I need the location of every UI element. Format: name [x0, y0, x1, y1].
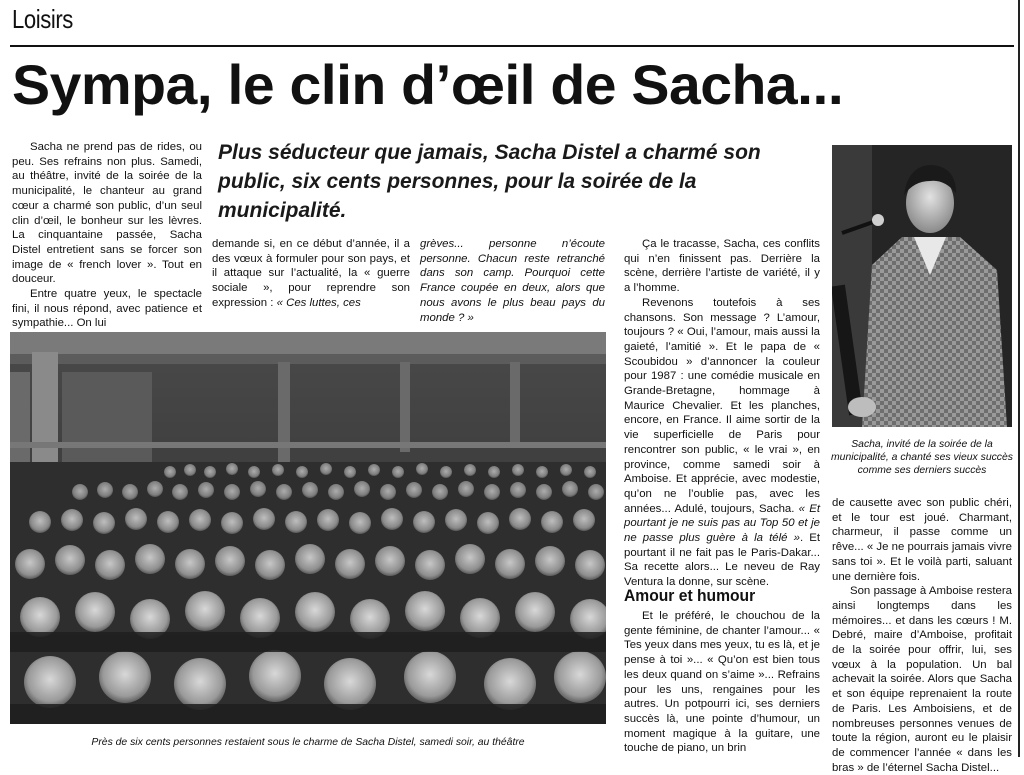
col4-paragraph-2	[624, 296, 820, 590]
col4-paragraph-2-quote: « Et pourtant je ne suis pas au Top 50 et je ne passe plus guère à la télé »	[624, 502, 820, 545]
subhead-amour-et-humour: Amour et humour	[624, 586, 756, 605]
audience-photo-caption: Près de six cents personnes restaient sous le charme de Sacha Distel, samedi soir, au théâtre	[91, 737, 525, 748]
singer-photo-graphic	[832, 145, 1012, 427]
page-edge-rule	[1018, 0, 1020, 757]
column-5	[832, 496, 1012, 775]
article-lede: Plus séducteur que jamais, Sacha Distel a charmé son public, six cents personnes, pour la soirée de la municipalité.	[218, 141, 761, 222]
column-1	[12, 140, 202, 331]
col3-paragraph	[420, 237, 605, 325]
col2-quote: « Ces luttes, ces	[276, 296, 361, 309]
singer-photo	[832, 145, 1012, 427]
col5-paragraph-1: de causette avec son public chéri, et le tour est joué. Charmant, charmeur, il passe comme un rêve... « Je ne pourrais jamais vivre sans toi ». Et le voilà parti, saluant une dernière fois.	[832, 497, 1012, 583]
column-4-lower	[624, 609, 820, 756]
singer-photo-caption: Sacha, invité de la soirée de la municipalité, a chanté ses vieux succès comme ses derniers succès	[831, 439, 1013, 476]
audience-photo	[10, 332, 606, 724]
col4-paragraph-1: Ça le tracasse, Sacha, ces conflits qui n’en finissent pas. Derrière la scène, derrière l’artiste de variété, il y a l’homme.	[624, 238, 820, 295]
col3-quote: grèves... personne n’écoute personne. Chacun reste retranché dans son camp. Pourquoi cette France coupée en deux, alors que nous avons le plus beau pays du monde ? »	[420, 238, 605, 324]
col1-paragraph-1: Sacha ne prend pas de rides, ou peu. Ses refrains non plus. Samedi, au théâtre, invité de la soirée de la municipalité, le chanteur au grand cœur a charmé son public, d’un seul clin d’œil, le bonheur sur les lèvres. La cinquantaine passée, Sacha Distel entretient sans se forcer son image de « french lover ». Tout en douceur.	[12, 141, 202, 286]
col2-text: demande si, en ce début d’année, il a des vœux à formuler pour son pays, et il attaque sur l’actualité, la « guerre sociale », pour reprendre son expression :	[212, 238, 410, 309]
audience-photo-graphic	[10, 332, 606, 724]
col4-paragraph-3: Et le préféré, le chouchou de la gente féminine, de chanter l’amour... « Tes yeux dans mes yeux, tu es là, et je pense à toi »... « Qu’on est bien tous les deux quand on s’aime »... Refrains pour les uns, rengaines pour les autres. Un potpourri ici, ses derniers succès là, une pointe d’humour, un moment magique à la guitare, une touche de piano, un brin	[624, 610, 820, 755]
column-3	[420, 237, 605, 325]
col5-paragraph-2: Son passage à Amboise restera ainsi longtemps dans les mémoires... et dans les cœurs ! M. Debré, maire d’Amboise, profitait de la soirée pour offrir, lui, ses vœux à la population. Un bal achevait la soirée. Alors que Sacha et son équipe reprenaient la route de Paris. Les Amboisiens, et de nombreuses personnes venues de toute la région, auront eu le plaisir de commencer l’année « dans les bras » de l’éternel Sacha Distel...	[832, 585, 1012, 774]
col2-paragraph	[212, 237, 410, 311]
article-headline: Sympa, le clin d’œil de Sacha...	[12, 53, 844, 116]
column-4	[624, 237, 820, 590]
header-rule	[10, 45, 1014, 47]
col1-paragraph-2: Entre quatre yeux, le spectacle fini, il nous répond, avec patience et sympathie... On lui	[12, 288, 202, 330]
column-2	[212, 237, 410, 311]
section-label: Loisirs	[12, 4, 73, 34]
col4-paragraph-2-text: Revenons toutefois à ses chansons. Son message ? L’amour, toujours ? « Oui, l’amour, mais aussi la gaieté, l’amitié ». Et le papa de « Scoubidou » d’annoncer la couleur pour 1987 : une comédie musicale en Grande-Bretagne, hommage à Maurice Chevalier. Et les planches, encore, en France. Il aime sortir de la vie superficielle de Paris pour rencontrer son public, « le vrai », en province, comme samedi soir à Amboise. Et apprécie, avec modestie, qu’on ne l’oublie pas, avec les années... Adulé, toujours, Sacha.	[624, 296, 820, 515]
col4-paragraph-2-end: . Et pourtant il ne fait pas le Paris-Dakar... Sa recette alors... Le neveu de Ray Ventura la donne, sur scène.	[624, 532, 820, 589]
